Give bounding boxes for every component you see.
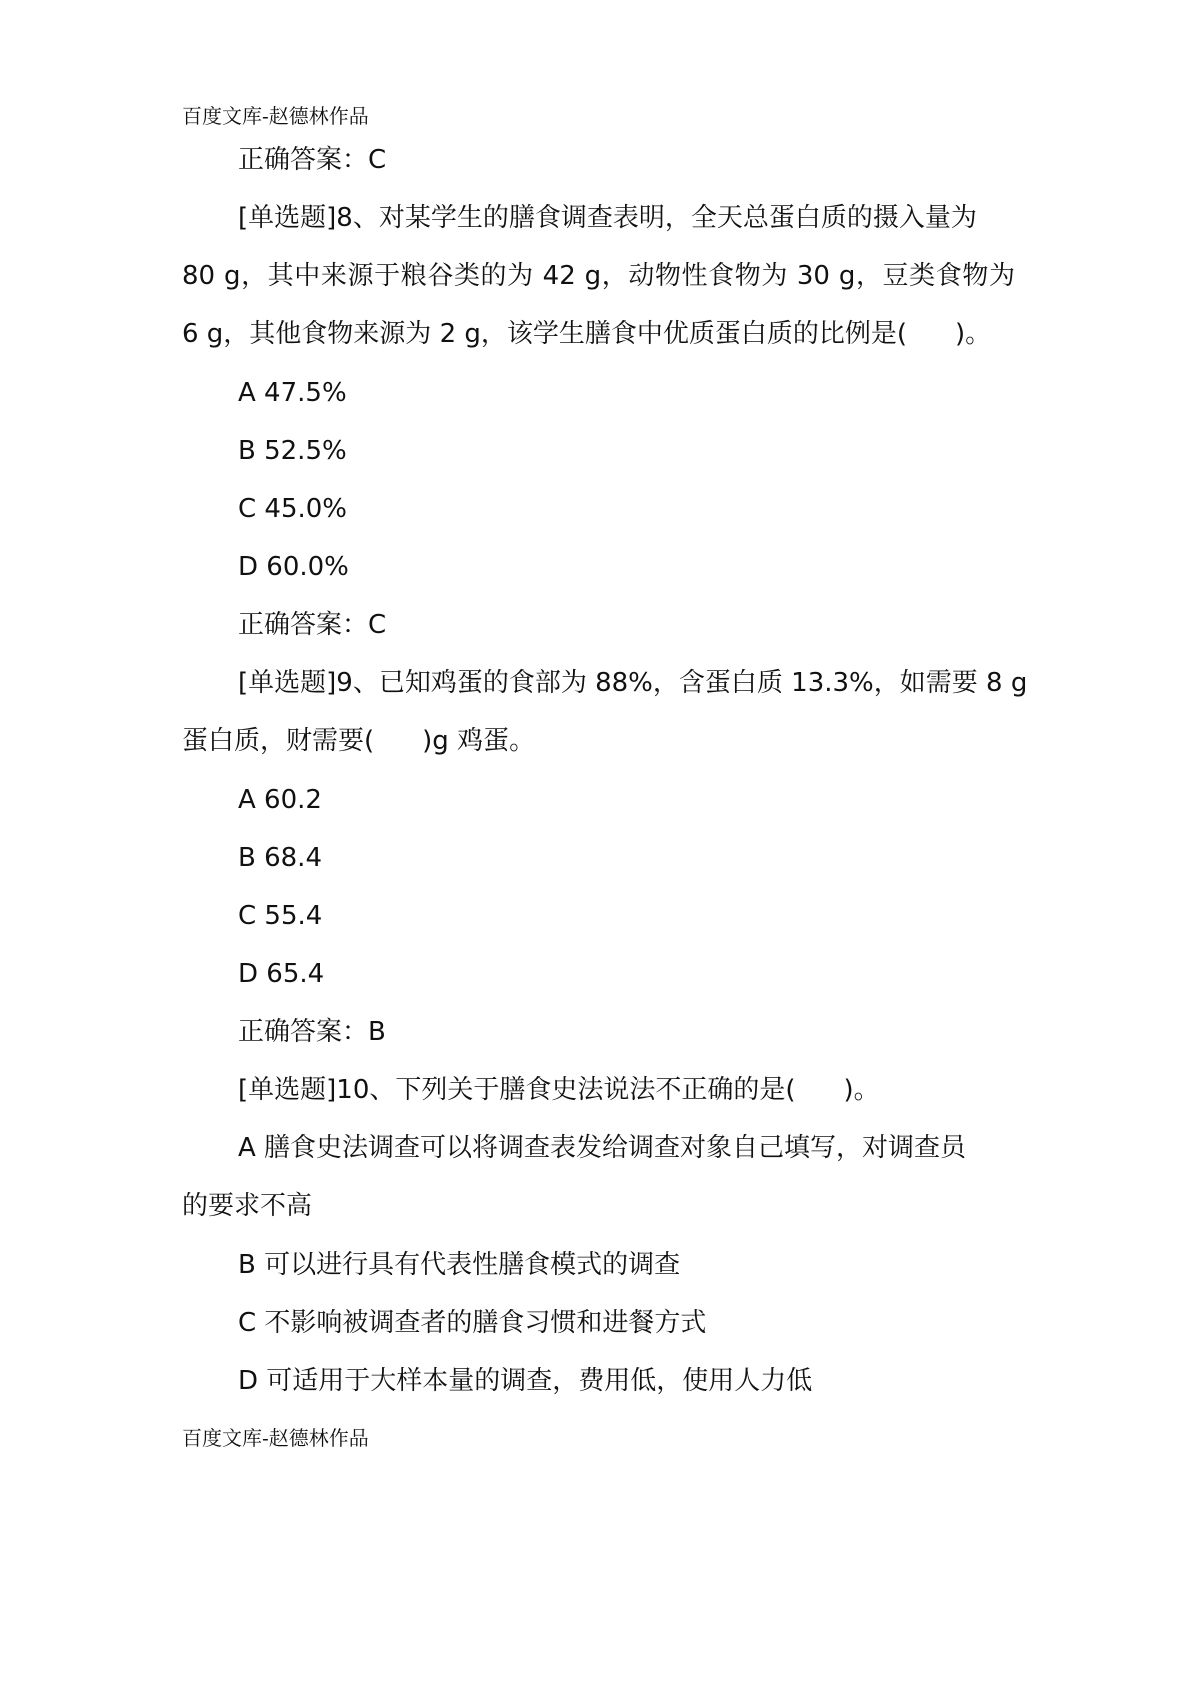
q10-option-c: C 不影响被调查者的膳食习惯和进餐方式: [238, 1308, 707, 1338]
q8-stem-line2: 80 g，其中来源于粮谷类的为 42 g，动物性食物为 30 g，豆类食物为: [182, 261, 1015, 291]
q10-stem-text: [单选题]10、下列关于膳食史法说法不正确的是(: [238, 1075, 796, 1105]
q8-stem-line3-end: )。: [955, 319, 992, 349]
page-header: 百度文库-赵德林作品: [182, 104, 369, 128]
q8-option-c: C 45.0%: [238, 494, 348, 524]
q9-stem-line2: [182, 728, 535, 754]
q9-option-d: D 65.4: [238, 959, 325, 989]
q9-option-c: C 55.4: [238, 901, 323, 931]
q8-option-d: D 60.0%: [238, 552, 349, 582]
q10-option-a-line1: A 膳食史法调查可以将调查表发给调查对象自己填写，对调查员: [238, 1133, 967, 1163]
q9-stem-line2-text: 蛋白质，财需要(: [182, 726, 375, 756]
q9-option-b: B 68.4: [238, 843, 322, 873]
previous-answer: 正确答案：C: [238, 145, 387, 175]
q10-option-d: D 可适用于大样本量的调查，费用低，使用人力低: [238, 1366, 813, 1396]
page-footer: 百度文库-赵德林作品: [182, 1426, 369, 1450]
q9-stem-line2-end: )g 鸡蛋。: [422, 726, 536, 756]
q8-answer: 正确答案：C: [238, 610, 387, 640]
q8-option-b: B 52.5%: [238, 436, 347, 466]
q10-stem-end: )。: [843, 1075, 880, 1105]
q10-option-b: B 可以进行具有代表性膳食模式的调查: [238, 1250, 681, 1280]
q9-answer: 正确答案：B: [238, 1017, 386, 1047]
q9-option-a: A 60.2: [238, 785, 322, 815]
q10-option-a-line2: 的要求不高: [182, 1191, 313, 1221]
q8-stem-line3: [182, 321, 991, 347]
q10-stem: [238, 1077, 880, 1103]
q8-stem-line1: [单选题]8、对某学生的膳食调查表明，全天总蛋白质的摄入量为: [238, 203, 977, 233]
q9-stem-line1: [单选题]9、已知鸡蛋的食部为 88%，含蛋白质 13.3%，如需要 8 g: [238, 668, 1028, 698]
q8-stem-line3-text: 6 g，其他食物来源为 2 g，该学生膳食中优质蛋白质的比例是(: [182, 319, 908, 349]
q8-option-a: A 47.5%: [238, 378, 347, 408]
